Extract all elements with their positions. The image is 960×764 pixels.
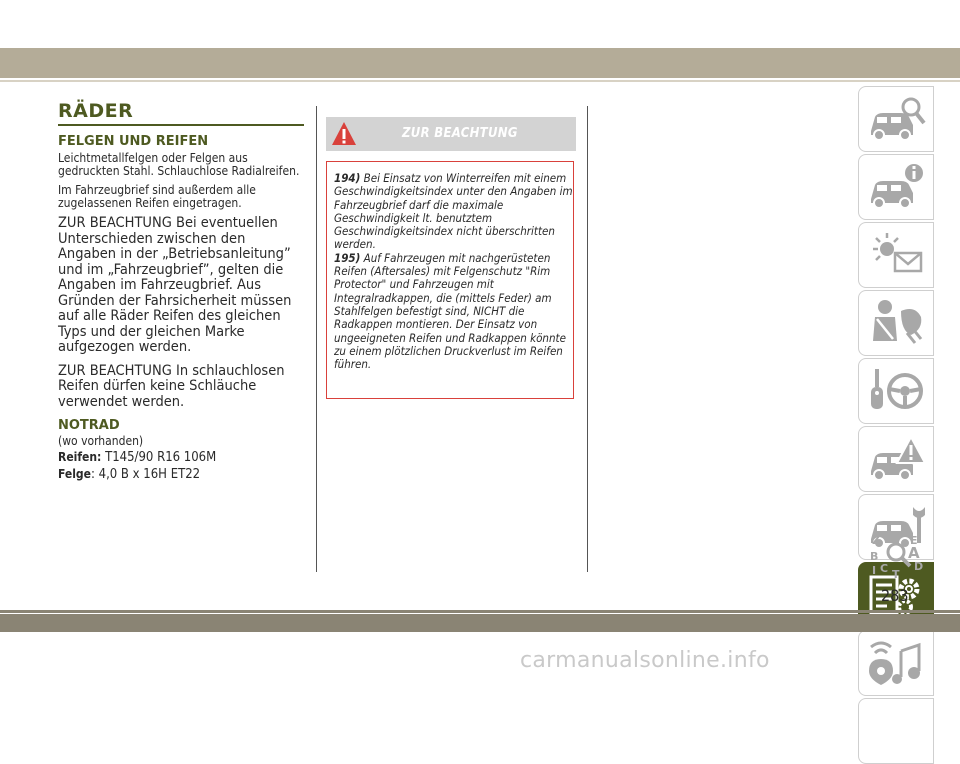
tyre-label: Reifen:	[58, 450, 102, 464]
section-title: RÄDER	[58, 100, 134, 122]
person-airbag-icon	[867, 295, 927, 351]
tab-car-info[interactable]	[858, 154, 934, 220]
tab-controls[interactable]	[858, 358, 934, 424]
car-info-icon	[867, 159, 927, 215]
index-letter-z: Z	[872, 534, 880, 547]
index-letter-i: I	[872, 564, 877, 577]
index-letter-d: D	[914, 560, 924, 573]
bottom-band-line	[0, 610, 960, 613]
car-warning-icon	[867, 431, 927, 487]
top-band-line	[0, 80, 960, 82]
warning-number-195: 195)	[334, 250, 361, 265]
index-letter-c: C	[880, 562, 889, 575]
tab-car-search[interactable]	[858, 86, 934, 152]
paragraph-registration: Im Fahrzeugbrief sind außerdem alle zugelassenen Reifen eingetragen.	[58, 183, 256, 210]
rim-spec	[58, 466, 304, 483]
bottom-band	[0, 614, 960, 632]
tab-multimedia[interactable]	[858, 630, 934, 696]
subsection-title: FELGEN UND REIFEN	[58, 134, 209, 149]
top-band	[0, 48, 960, 78]
paragraph-rims: Leichtmetallfelgen oder Felgen aus gedruckten Stahl. Schlauchlose Radialreifen.	[58, 151, 300, 178]
column-divider-left	[316, 106, 317, 572]
warning-item-194: Bei Einsatz von Winterreifen mit einem Geschwindigkeitsindex unter den Angaben im Fahrzeugbrief darf die maximale Geschwindigkeit lt. benutztem Geschwindigkeitsindex nicht überschritten werden.	[334, 171, 573, 252]
caution-note-2: ZUR BEACHTUNG In schlauchlosen Reifen dürfen keine Schläuche verwendet werden.	[58, 362, 285, 410]
warning-text	[334, 172, 574, 371]
left-column	[58, 100, 304, 483]
warning-number-194: 194)	[334, 171, 361, 185]
tab-index-placeholder	[858, 698, 934, 764]
key-steering-icon	[867, 363, 927, 419]
spare-title: NOTRAD	[58, 418, 120, 433]
title-rule	[58, 124, 304, 126]
index-letter-t: T	[892, 568, 900, 580]
index-letter-e: E	[910, 534, 918, 547]
warning-triangle-icon	[331, 120, 357, 148]
index-letter-a: A	[908, 544, 920, 562]
rim-label: Felge	[58, 467, 91, 481]
page-number: 283	[881, 586, 909, 605]
tyre-value: T145/90 R16 106M	[105, 450, 217, 465]
warning-item-195: Auf Fahrzeugen mit nachgerüsteten Reifen (Aftersales) mit Felgenschutz "Rim Protector" und Fahrzeugen mit Integralradkappen, die (mittels Feder) am Stahlfelgen befestigt sind, NICHT die Radkappen montieren. Der Einsatz von ungeeigneten Reifen und Radkappen könnte zu einem plötzlichen Druckverlust im Reifen führen.	[334, 250, 566, 372]
tab-warning-lights[interactable]	[858, 222, 934, 288]
tab-emergency[interactable]	[858, 426, 934, 492]
tab-safety[interactable]	[858, 290, 934, 356]
warning-light-icon	[867, 227, 927, 283]
car-search-icon	[867, 91, 927, 147]
tyre-spec	[58, 449, 304, 466]
tab-index[interactable]	[858, 530, 934, 582]
warning-title: ZUR BEACHTUNG	[402, 126, 518, 141]
multimedia-icon	[867, 635, 927, 691]
watermark: carmanualsonline.info	[520, 648, 770, 673]
spare-note: (wo vorhanden)	[58, 434, 144, 448]
column-divider-right	[587, 106, 588, 572]
index-letter-b: B	[870, 550, 879, 563]
index-icon	[866, 530, 926, 580]
caution-note-1: ZUR BEACHTUNG Bei eventuellen Unterschieden zwischen den Angaben in der „Betriebsanleitung” und im „Fahrzeugbrief”, gelten die Angaben im Fahrzeugbrief. Aus Gründen der Fahrsicherheit müssen auf alle Räder Reifen des gleichen Typs und der gleichen Marke aufgezogen werden.	[58, 215, 292, 355]
rim-value: : 4,0 B x 16H ET22	[90, 467, 201, 482]
